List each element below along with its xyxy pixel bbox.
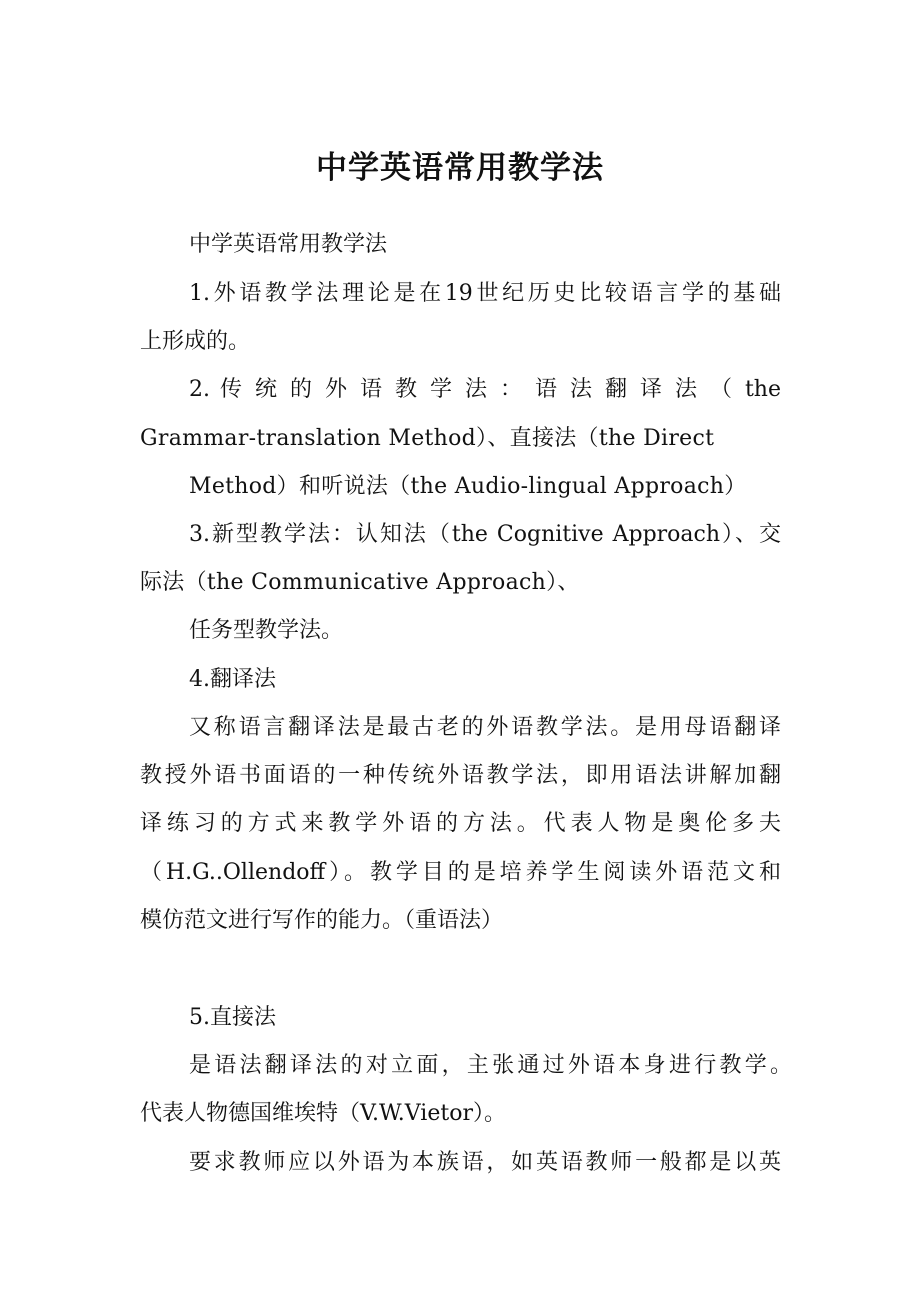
subtitle-line: 中学英语常用教学法: [189, 232, 388, 257]
paragraph-4-line-5: 模仿范文进行写作的能力。（重语法）: [140, 908, 504, 933]
paragraph-3-line-3: 任务型教学法。: [189, 618, 344, 643]
paragraph-1-line-2: 上形成的。: [140, 329, 251, 354]
paragraph-1-line-1: 1.外语教学法理论是在19世纪历史比较语言学的基础: [189, 281, 781, 306]
paragraph-4-line-1: 又称语言翻译法是最古老的外语教学法。是用母语翻译: [189, 715, 781, 740]
paragraph-2-line-2: Grammar-translation Method）、直接法（the Direct: [140, 426, 715, 451]
paragraph-2-line-1: 2. 传 统 的 外 语 教 学 法 ： 语 法 翻 译 法 （ the: [189, 377, 781, 402]
paragraph-6-line-1: 要求教师应以外语为本族语，如英语教师一般都是以英: [189, 1150, 781, 1175]
paragraph-4-line-3: 译练习的方式来教学外语的方法。代表人物是奥伦多夫: [140, 811, 781, 836]
section-heading-direct: 5.直接法: [189, 1005, 276, 1030]
section-heading-translation: 4.翻译法: [189, 667, 276, 692]
paragraph-3-line-2: 际法（the Communicative Approach）、: [140, 570, 580, 595]
paragraph-2-line-3: Method）和听说法（the Audio-lingual Approach）: [189, 474, 747, 499]
paragraph-4-line-4: （H.G..Ollendoff）。教学目的是培养学生阅读外语范文和: [140, 860, 781, 885]
paragraph-5-line-2: 代表人物德国维埃特（V.W.Vietor）。: [140, 1101, 506, 1126]
paragraph-3-line-1: 3.新型教学法：认知法（the Cognitive Approach）、交: [189, 522, 781, 547]
paragraph-4-line-2: 教授外语书面语的一种传统外语教学法，即用语法讲解加翻: [140, 763, 781, 788]
document-title: 中学英语常用教学法: [316, 150, 604, 186]
paragraph-5-line-1: 是语法翻译法的对立面，主张通过外语本身进行教学。: [189, 1053, 792, 1078]
